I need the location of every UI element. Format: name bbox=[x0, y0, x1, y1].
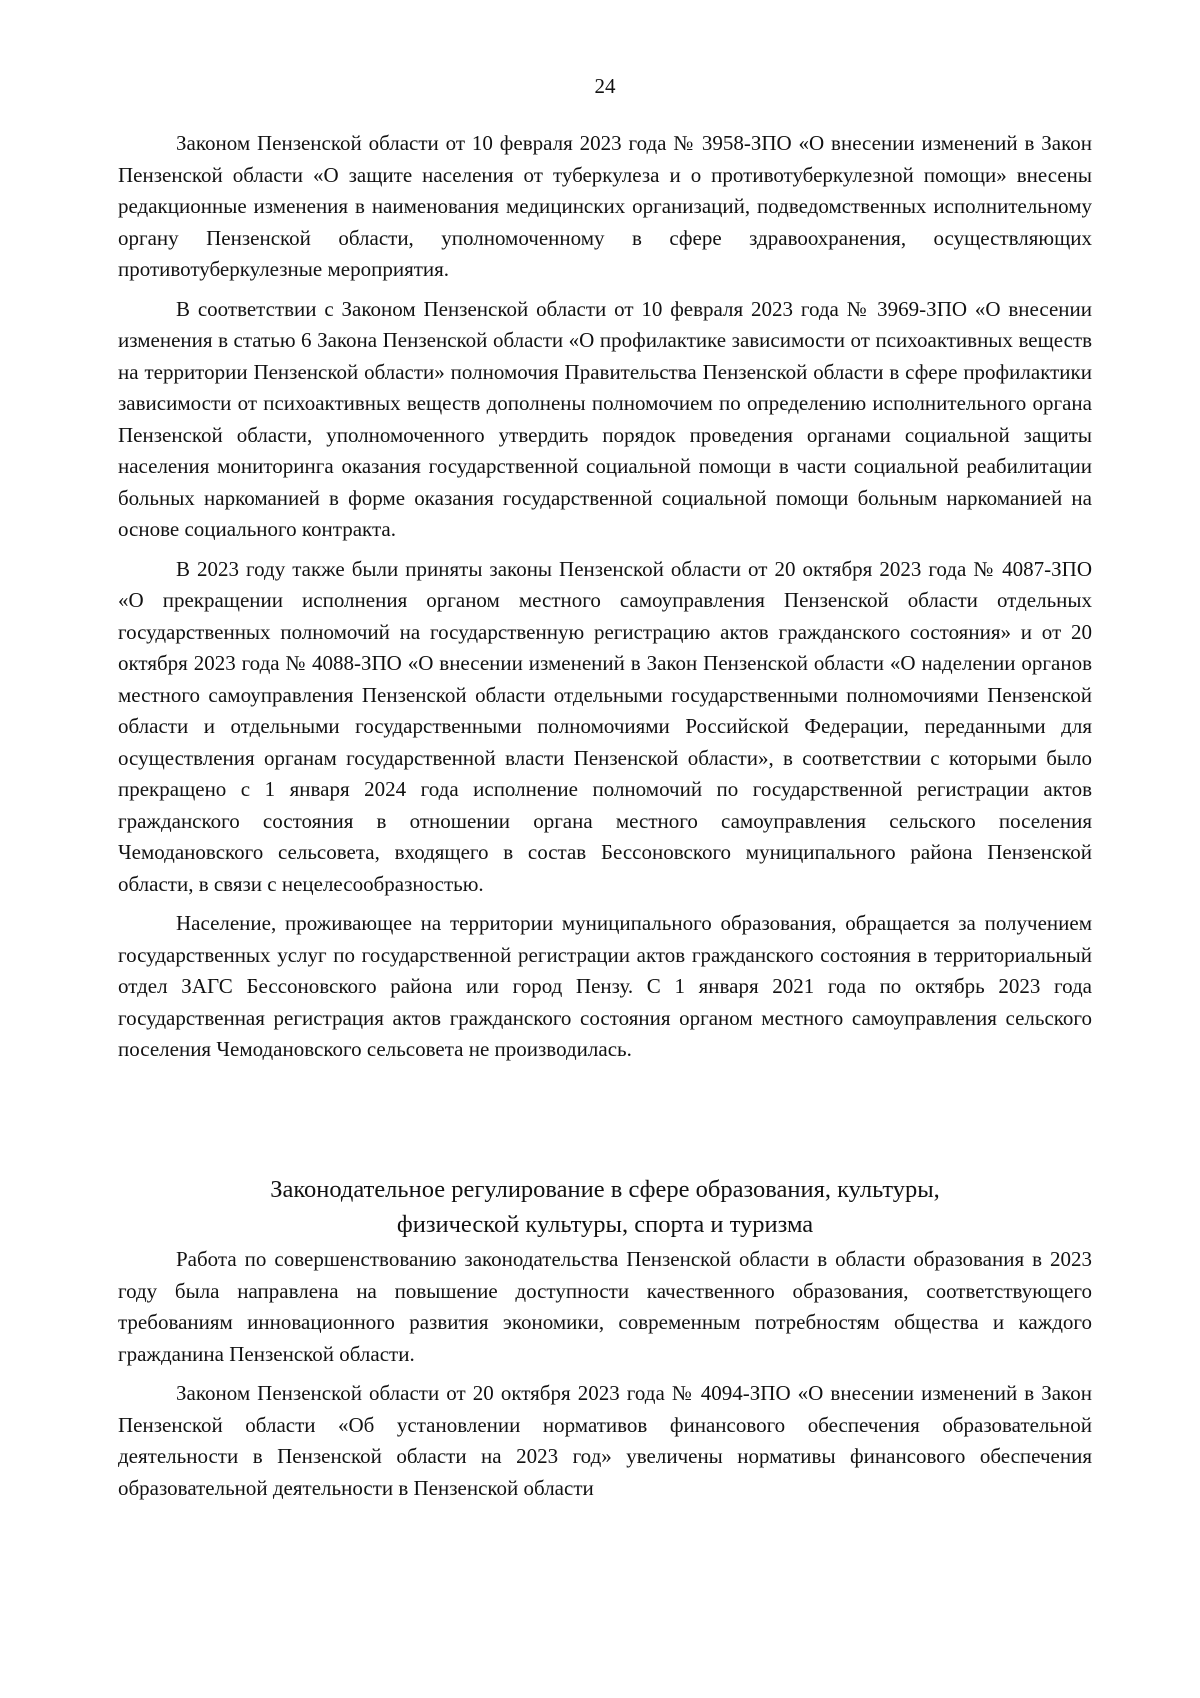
paragraph-tuberculosis-law: Законом Пензенской области от 10 февраля 2023 года № 3958-ЗПО «О внесении изменений в Закон Пензенской области «О защите населения от туберкулеза и о противотуберкулезной помощи» внесены редакционные изменения в наименования медицинских организаций, подведомственных исполнительному органу Пензенской области, уполномоченному в сфере здравоохранения, осуществляющих противотуберкулезные мероприятия. bbox=[118, 131, 1092, 281]
section-heading bbox=[118, 1172, 1092, 1242]
page-number: 24 bbox=[594, 74, 616, 98]
text-block-top bbox=[118, 128, 1092, 1074]
section-heading-line-1: Законодательное регулирование в сфере образования, культуры, bbox=[270, 1176, 940, 1203]
section-heading-line-2: физической культуры, спорта и туризма bbox=[396, 1211, 814, 1238]
paragraph-education-work: Работа по совершенствованию законодательства Пензенской области в области образования в 2023 году была направлена на повышение доступности качественного образования, соответствующего требованиям инновационного развития экономики, современным потребностям общества и каждого гражданина Пензенской области. bbox=[118, 1247, 1092, 1366]
paragraph-civil-registration-laws: В 2023 году также были приняты законы Пензенской области от 20 октября 2023 года № 4087-ЗПО «О прекращении исполнения органом местного самоуправления Пензенской области отдельных государственных полномочий на государственную регистрацию актов гражданского состояния» и от 20 октября 2023 года № 4088-ЗПО «О внесении изменений в Закон Пензенской области «О наделении органов местного самоуправления Пензенской области отдельными государственными полномочиями Пензенской области и отдельными государственными полномочиями Российской Федерации, переданными для осуществления органам государственной власти Пензенской области», в соответствии с которыми было прекращено с 1 января 2024 года исполнение полномочий по государственной регистрации актов гражданского состояния в отношении органа местного самоуправления сельского поселения Чемодановского сельсовета, входящего в состав Бессоновского муниципального района Пензенской области, в связи с нецелесообразностью. bbox=[118, 556, 1092, 896]
paragraph-population-services: Население, проживающее на территории муниципального образования, обращается за получением государственных услуг по государственной регистрации актов гражданского состояния в территориальный отдел ЗАГС Бессоновского района или город Пензу. С 1 января 2021 года по октябрь 2023 года государственная регистрация актов гражданского состояния органом местного самоуправления сельского поселения Чемодановского сельсовета не производилась. bbox=[118, 911, 1092, 1061]
paragraph-education-financing-law: Законом Пензенской области от 20 октября 2023 года № 4094-ЗПО «О внесении изменений в Закон Пензенской области «Об установлении нормативов финансового обеспечения образовательной деятельности в Пензенской области на 2023 год» увеличены нормативы финансового обеспечения образовательной деятельности в Пензенской области bbox=[118, 1381, 1092, 1500]
paragraph-psychoactive-law: В соответствии с Законом Пензенской области от 10 февраля 2023 года № 3969-ЗПО «О внесении изменения в статью 6 Закона Пензенской области «О профилактике зависимости от психоактивных веществ на территории Пензенской области» полномочия Правительства Пензенской области в сфере профилактики зависимости от психоактивных веществ дополнены полномочием по определению исполнительного органа Пензенской области, уполномоченного утвердить порядок проведения органами социальной защиты населения мониторинга оказания государственной социальной помощи в части социальной реабилитации больных наркоманией в форме оказания государственной социальной помощи больным наркоманией на основе социального контракта. bbox=[118, 296, 1092, 541]
text-block-bottom bbox=[118, 1244, 1092, 1512]
